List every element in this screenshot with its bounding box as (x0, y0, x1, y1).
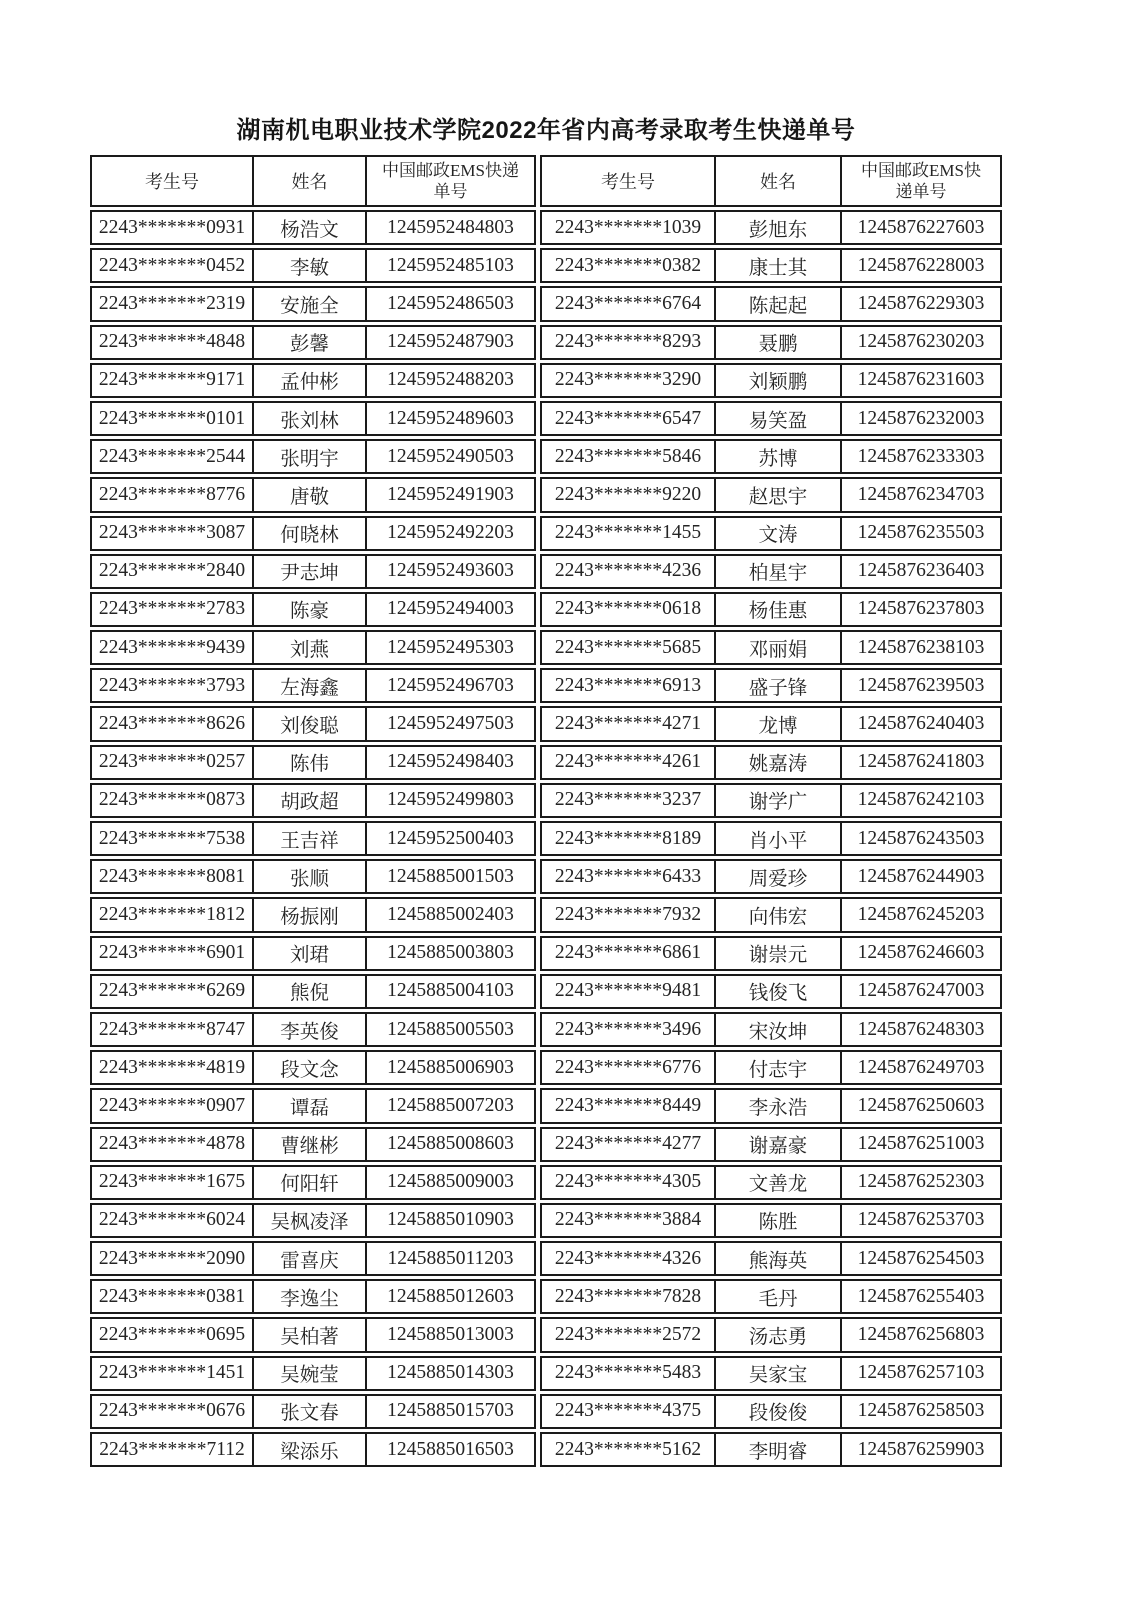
candidate-number-cell: 2243*******4819 (98, 1056, 246, 1078)
ems-number-cell: 1245885003803 (365, 938, 534, 969)
table-row (540, 1203, 1002, 1238)
candidate-number-cell: 2243*******2840 (98, 560, 246, 582)
candidate-number-cell: 2243*******6269 (98, 980, 246, 1002)
ems-number-cell: 1245876251003 (840, 1129, 1000, 1160)
header-ems-number: 中国邮政EMS快递单号 (840, 157, 1000, 205)
candidate-number-cell: 2243*******3087 (98, 522, 246, 544)
student-name-cell: 左海鑫 (252, 670, 365, 701)
candidate-number-cell: 2243*******0382 (554, 254, 702, 276)
candidate-number-cell: 2243*******2319 (98, 292, 246, 314)
candidate-number-cell: 2243*******4326 (554, 1247, 702, 1269)
ems-number-cell: 1245885014303 (365, 1358, 534, 1389)
student-name-cell: 刘燕 (252, 632, 365, 663)
table-row (90, 859, 536, 894)
student-name-cell: 曹继彬 (252, 1129, 365, 1160)
table-row (90, 286, 536, 321)
ems-number-cell: 1245876232003 (840, 403, 1000, 434)
candidate-number-cell: 2243*******4277 (554, 1133, 702, 1155)
candidate-number-cell: 2243*******1812 (98, 903, 246, 925)
ems-number-cell: 1245952484803 (365, 212, 534, 243)
candidate-number-cell: 2243*******6776 (554, 1056, 702, 1078)
candidate-number-cell: 2243*******5685 (554, 636, 702, 658)
student-name-cell: 毛丹 (714, 1281, 840, 1312)
candidate-number-cell: 2243*******2544 (98, 445, 246, 467)
table-row (90, 401, 536, 436)
candidate-number-cell: 2243*******4236 (554, 560, 702, 582)
candidate-number-cell: 2243*******9481 (554, 980, 702, 1002)
ems-number-cell: 1245885013003 (365, 1319, 534, 1350)
candidate-number-cell: 2243*******5162 (554, 1438, 702, 1460)
ems-number-cell: 1245876234703 (840, 479, 1000, 510)
candidate-number-cell: 2243*******0101 (98, 407, 246, 429)
candidate-number-cell: 2243*******4375 (554, 1400, 702, 1422)
candidate-number-cell: 2243*******9439 (98, 636, 246, 658)
table-row (540, 477, 1002, 512)
ems-number-cell: 1245876254503 (840, 1243, 1000, 1274)
ems-number-cell: 1245876249703 (840, 1052, 1000, 1083)
student-name-cell: 王吉祥 (252, 823, 365, 854)
ems-number-cell: 1245876250603 (840, 1090, 1000, 1121)
student-name-cell: 肖小平 (714, 823, 840, 854)
ems-number-cell: 1245876247003 (840, 976, 1000, 1007)
student-name-cell: 梁添乐 (252, 1434, 365, 1465)
student-name-cell: 汤志勇 (714, 1319, 840, 1350)
candidate-number-cell: 2243*******2783 (98, 598, 246, 620)
table-row (540, 1088, 1002, 1123)
candidate-number-cell: 2243*******0618 (554, 598, 702, 620)
student-name-cell: 段俊俊 (714, 1396, 840, 1427)
ems-number-cell: 1245952499803 (365, 785, 534, 816)
header-candidate-number: 考生号 (145, 172, 199, 192)
ems-number-cell: 1245952487903 (365, 327, 534, 358)
ems-number-cell: 1245952500403 (365, 823, 534, 854)
student-name-cell: 谭磊 (252, 1090, 365, 1121)
ems-number-cell: 1245885004103 (365, 976, 534, 1007)
student-name-cell: 唐敬 (252, 479, 365, 510)
table-row (540, 1050, 1002, 1085)
table-row (90, 783, 536, 818)
table-row (540, 325, 1002, 360)
ems-number-cell: 1245876236403 (840, 556, 1000, 587)
candidate-number-cell: 2243*******0931 (98, 216, 246, 238)
ems-number-cell: 1245876233303 (840, 441, 1000, 472)
student-name-cell: 谢崇元 (714, 938, 840, 969)
candidate-number-cell: 2243*******6764 (554, 292, 702, 314)
student-name-cell: 李敏 (252, 250, 365, 281)
table-row (540, 974, 1002, 1009)
candidate-number-cell: 2243*******5483 (554, 1362, 702, 1384)
ems-number-cell: 1245885012603 (365, 1281, 534, 1312)
ems-number-cell: 1245952490503 (365, 441, 534, 472)
table-row (90, 210, 536, 245)
candidate-number-cell: 2243*******7538 (98, 827, 246, 849)
table-row (90, 1127, 536, 1162)
candidate-number-cell: 2243*******8293 (554, 331, 702, 353)
ems-number-cell: 1245885006903 (365, 1052, 534, 1083)
student-name-cell: 熊倪 (252, 976, 365, 1007)
ems-number-cell: 1245952489603 (365, 403, 534, 434)
candidate-number-cell: 2243*******1451 (98, 1362, 246, 1384)
table-row (90, 1279, 536, 1314)
student-name-cell: 张文春 (252, 1396, 365, 1427)
student-name-cell: 吴家宝 (714, 1358, 840, 1389)
ems-number-cell: 1245876259903 (840, 1434, 1000, 1465)
ems-number-cell: 1245885015703 (365, 1396, 534, 1427)
candidate-number-cell: 2243*******0257 (98, 751, 246, 773)
student-name-cell: 段文念 (252, 1052, 365, 1083)
student-name-cell: 向伟宏 (714, 899, 840, 930)
table-row (540, 1241, 1002, 1276)
candidate-number-cell: 2243*******8189 (554, 827, 702, 849)
student-name-cell: 杨浩文 (252, 212, 365, 243)
student-name-cell: 熊海英 (714, 1243, 840, 1274)
candidate-number-cell: 2243*******8776 (98, 483, 246, 505)
student-name-cell: 谢学广 (714, 785, 840, 816)
table-row (540, 439, 1002, 474)
table-row (90, 974, 536, 1009)
table-row (540, 706, 1002, 741)
table-row (90, 248, 536, 283)
candidate-number-cell: 2243*******3237 (554, 789, 702, 811)
table-row (540, 821, 1002, 856)
table-row (540, 1432, 1002, 1467)
table-row (540, 1356, 1002, 1391)
tracking-number-table (90, 155, 1002, 1470)
table-row (90, 897, 536, 932)
ems-number-cell: 1245876253703 (840, 1205, 1000, 1236)
candidate-number-cell: 2243*******3496 (554, 1018, 702, 1040)
ems-number-cell: 1245876227603 (840, 212, 1000, 243)
ems-number-cell: 1245885009003 (365, 1167, 534, 1198)
student-name-cell: 盛子锋 (714, 670, 840, 701)
header-student-name: 姓名 (252, 157, 365, 205)
table-header-row (90, 155, 536, 207)
student-name-cell: 彭旭东 (714, 212, 840, 243)
ems-number-cell: 1245952486503 (365, 288, 534, 319)
table-row (540, 859, 1002, 894)
candidate-number-cell: 2243*******0452 (98, 254, 246, 276)
ems-number-cell: 1245876235503 (840, 518, 1000, 549)
table-row (90, 1356, 536, 1391)
student-name-cell: 周爱珍 (714, 861, 840, 892)
student-name-cell: 杨振刚 (252, 899, 365, 930)
student-name-cell: 张明宇 (252, 441, 365, 472)
table-row (90, 1394, 536, 1429)
candidate-number-cell: 2243*******1039 (554, 216, 702, 238)
candidate-number-cell: 2243*******0907 (98, 1094, 246, 1116)
table-row (540, 554, 1002, 589)
candidate-number-cell: 2243*******1455 (554, 522, 702, 544)
student-name-cell: 张顺 (252, 861, 365, 892)
ems-number-cell: 1245885011203 (365, 1243, 534, 1274)
ems-number-cell: 1245885007203 (365, 1090, 534, 1121)
candidate-number-cell: 2243*******0695 (98, 1324, 246, 1346)
table-row (540, 936, 1002, 971)
ems-number-cell: 1245885010903 (365, 1205, 534, 1236)
student-name-cell: 姚嘉涛 (714, 747, 840, 778)
table-row (90, 1203, 536, 1238)
table-row (90, 936, 536, 971)
ems-number-cell: 1245885001503 (365, 861, 534, 892)
student-name-cell: 柏星宇 (714, 556, 840, 587)
ems-number-cell: 1245876245203 (840, 899, 1000, 930)
student-name-cell: 雷喜庆 (252, 1243, 365, 1274)
table-row (90, 325, 536, 360)
student-name-cell: 李英俊 (252, 1014, 365, 1045)
student-name-cell: 陈豪 (252, 594, 365, 625)
table-row (540, 1394, 1002, 1429)
student-name-cell: 陈起起 (714, 288, 840, 319)
table-row (540, 745, 1002, 780)
ems-number-cell: 1245952485103 (365, 250, 534, 281)
ems-number-cell: 1245885008603 (365, 1129, 534, 1160)
candidate-number-cell: 2243*******6861 (554, 942, 702, 964)
header-candidate-number: 考生号 (601, 172, 655, 192)
candidate-number-cell: 2243*******6913 (554, 674, 702, 696)
table-row (540, 592, 1002, 627)
ems-number-cell: 1245876255403 (840, 1281, 1000, 1312)
table-row (90, 1317, 536, 1352)
candidate-number-cell: 2243*******3290 (554, 369, 702, 391)
table-right-half (540, 155, 1002, 1470)
table-row (540, 1012, 1002, 1047)
student-name-cell: 尹志坤 (252, 556, 365, 587)
table-left-half (90, 155, 536, 1470)
table-row (90, 592, 536, 627)
header-ems-number: 中国邮政EMS快递单号 (365, 157, 534, 205)
ems-number-cell: 1245876246603 (840, 938, 1000, 969)
candidate-number-cell: 2243*******6901 (98, 942, 246, 964)
candidate-number-cell: 2243*******0676 (98, 1400, 246, 1422)
ems-number-cell: 1245876242103 (840, 785, 1000, 816)
table-row (90, 706, 536, 741)
ems-number-cell: 1245885016503 (365, 1434, 534, 1465)
candidate-number-cell: 2243*******4878 (98, 1133, 246, 1155)
table-row (90, 477, 536, 512)
table-row (90, 1165, 536, 1200)
ems-number-cell: 1245876248303 (840, 1014, 1000, 1045)
student-name-cell: 李逸尘 (252, 1281, 365, 1312)
table-row (540, 1127, 1002, 1162)
candidate-number-cell: 2243*******4271 (554, 713, 702, 735)
student-name-cell: 陈伟 (252, 747, 365, 778)
candidate-number-cell: 2243*******6433 (554, 865, 702, 887)
candidate-number-cell: 2243*******9220 (554, 483, 702, 505)
student-name-cell: 李永浩 (714, 1090, 840, 1121)
table-row (90, 1012, 536, 1047)
student-name-cell: 康士其 (714, 250, 840, 281)
ems-number-cell: 1245952498403 (365, 747, 534, 778)
candidate-number-cell: 2243*******0381 (98, 1285, 246, 1307)
table-row (540, 630, 1002, 665)
student-name-cell: 吴枫凌泽 (252, 1205, 365, 1236)
ems-number-cell: 1245952491903 (365, 479, 534, 510)
student-name-cell: 苏博 (714, 441, 840, 472)
table-row (90, 439, 536, 474)
table-row (90, 1088, 536, 1123)
candidate-number-cell: 2243*******7112 (99, 1438, 245, 1460)
page-title: 湖南机电职业技术学院2022年省内高考录取考生快递单号 (236, 117, 856, 144)
candidate-number-cell: 2243*******3793 (98, 674, 246, 696)
table-row (540, 516, 1002, 551)
ems-number-cell: 1245876230203 (840, 327, 1000, 358)
table-row (90, 630, 536, 665)
table-row (540, 401, 1002, 436)
table-row (90, 554, 536, 589)
table-row (540, 1165, 1002, 1200)
ems-number-cell: 1245952496703 (365, 670, 534, 701)
table-row (90, 516, 536, 551)
table-row (90, 745, 536, 780)
ems-number-cell: 1245876229303 (840, 288, 1000, 319)
ems-number-cell: 1245952497503 (365, 708, 534, 739)
table-row (90, 363, 536, 398)
ems-number-cell: 1245876231603 (840, 365, 1000, 396)
ems-number-cell: 1245885002403 (365, 899, 534, 930)
candidate-number-cell: 2243*******8747 (98, 1018, 246, 1040)
student-name-cell: 陈胜 (714, 1205, 840, 1236)
student-name-cell: 谢嘉豪 (714, 1129, 840, 1160)
student-name-cell: 文涛 (714, 518, 840, 549)
ems-number-cell: 1245952488203 (365, 365, 534, 396)
student-name-cell: 赵思宇 (714, 479, 840, 510)
student-name-cell: 彭馨 (252, 327, 365, 358)
student-name-cell: 胡政超 (252, 785, 365, 816)
student-name-cell: 宋汝坤 (714, 1014, 840, 1045)
table-row (540, 286, 1002, 321)
student-name-cell: 吴婉莹 (252, 1358, 365, 1389)
student-name-cell: 孟仲彬 (252, 365, 365, 396)
candidate-number-cell: 2243*******4305 (554, 1171, 702, 1193)
table-row (540, 1279, 1002, 1314)
candidate-number-cell: 2243*******6024 (98, 1209, 246, 1231)
candidate-number-cell: 2243*******1675 (98, 1171, 246, 1193)
candidate-number-cell: 2243*******9171 (98, 369, 246, 391)
ems-number-cell: 1245876258503 (840, 1396, 1000, 1427)
candidate-number-cell: 2243*******4261 (554, 751, 702, 773)
student-name-cell: 何阳轩 (252, 1167, 365, 1198)
candidate-number-cell: 2243*******8081 (98, 865, 246, 887)
student-name-cell: 吴柏著 (252, 1319, 365, 1350)
candidate-number-cell: 2243*******6547 (554, 407, 702, 429)
candidate-number-cell: 2243*******3884 (554, 1209, 702, 1231)
ems-number-cell: 1245952493603 (365, 556, 534, 587)
table-row (90, 1241, 536, 1276)
ems-number-cell: 1245876228003 (840, 250, 1000, 281)
table-row (90, 668, 536, 703)
ems-number-cell: 1245876243503 (840, 823, 1000, 854)
ems-number-cell: 1245876244903 (840, 861, 1000, 892)
ems-number-cell: 1245876239503 (840, 670, 1000, 701)
student-name-cell: 刘颖鹏 (714, 365, 840, 396)
student-name-cell: 杨佳惠 (714, 594, 840, 625)
student-name-cell: 文善龙 (714, 1167, 840, 1198)
table-row (540, 897, 1002, 932)
header-student-name: 姓名 (714, 157, 840, 205)
candidate-number-cell: 2243*******4848 (98, 331, 246, 353)
table-row (540, 248, 1002, 283)
student-name-cell: 易笑盈 (714, 403, 840, 434)
table-row (90, 1432, 536, 1467)
student-name-cell: 邓丽娟 (714, 632, 840, 663)
ems-number-cell: 1245952492203 (365, 518, 534, 549)
ems-number-cell: 1245876252303 (840, 1167, 1000, 1198)
ems-number-cell: 1245876257103 (840, 1358, 1000, 1389)
ems-number-cell: 1245876240403 (840, 708, 1000, 739)
table-row (90, 821, 536, 856)
candidate-number-cell: 2243*******7828 (554, 1285, 702, 1307)
table-row (540, 210, 1002, 245)
ems-number-cell: 1245876256803 (840, 1319, 1000, 1350)
table-row (540, 363, 1002, 398)
candidate-number-cell: 2243*******8626 (98, 713, 246, 735)
student-name-cell: 聂鹏 (714, 327, 840, 358)
ems-number-cell: 1245876237803 (840, 594, 1000, 625)
candidate-number-cell: 2243*******7932 (554, 903, 702, 925)
student-name-cell: 付志宇 (714, 1052, 840, 1083)
candidate-number-cell: 2243*******8449 (554, 1094, 702, 1116)
student-name-cell: 刘珺 (252, 938, 365, 969)
student-name-cell: 钱俊飞 (714, 976, 840, 1007)
table-row (540, 1317, 1002, 1352)
student-name-cell: 刘俊聪 (252, 708, 365, 739)
candidate-number-cell: 2243*******0873 (98, 789, 246, 811)
ems-number-cell: 1245876241803 (840, 747, 1000, 778)
table-header-row (540, 155, 1002, 207)
table-row (540, 783, 1002, 818)
table-row (90, 1050, 536, 1085)
ems-number-cell: 1245876238103 (840, 632, 1000, 663)
table-row (540, 668, 1002, 703)
student-name-cell: 龙博 (714, 708, 840, 739)
ems-number-cell: 1245952495303 (365, 632, 534, 663)
student-name-cell: 李明睿 (714, 1434, 840, 1465)
candidate-number-cell: 2243*******2572 (554, 1324, 702, 1346)
student-name-cell: 何晓林 (252, 518, 365, 549)
student-name-cell: 张刘林 (252, 403, 365, 434)
student-name-cell: 安施全 (252, 288, 365, 319)
candidate-number-cell: 2243*******5846 (554, 445, 702, 467)
ems-number-cell: 1245885005503 (365, 1014, 534, 1045)
candidate-number-cell: 2243*******2090 (98, 1247, 246, 1269)
ems-number-cell: 1245952494003 (365, 594, 534, 625)
